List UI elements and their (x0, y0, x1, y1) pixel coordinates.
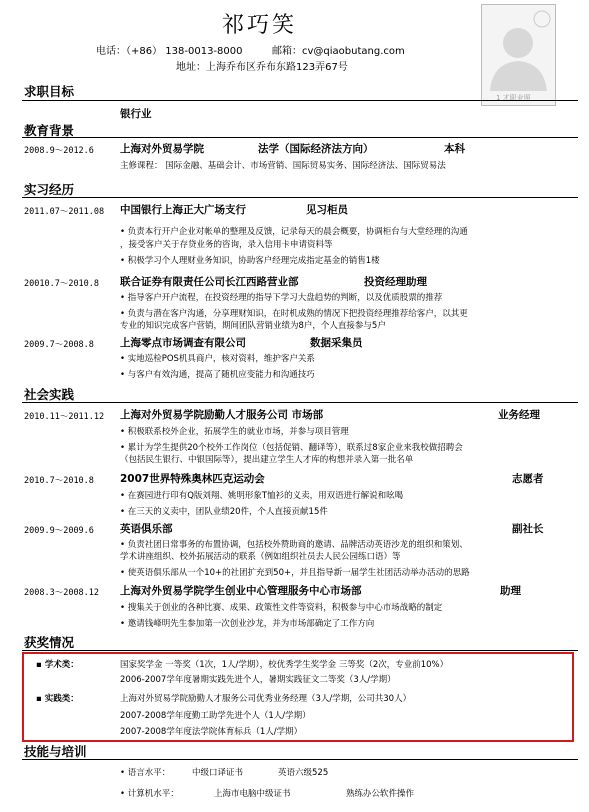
section-title-awards: 获奖情况 (24, 635, 75, 650)
social-date: 2008.3～2008.12 (24, 588, 100, 598)
skill-value: 中级口译证书 (192, 768, 244, 778)
skill-value: 上海市电脑中级证书 (214, 789, 291, 799)
profile-photo (481, 4, 556, 106)
bullet-item: • 负责社团日常事务的布置协调，包括校外赞助商的邀请、品牌活动英语沙龙的组织和策划、 (120, 540, 468, 550)
email-text: 邮箱：cv@qiaobutang.com (272, 46, 405, 57)
divider (22, 402, 578, 403)
bullet-item: • 负责本行开户企业对帐单的整理及反馈，记录每天的晨会概要，协调柜台与大堂经理的沟通 (120, 227, 468, 237)
internship-date: 2009.7～2008.8 (24, 340, 94, 350)
bullet-item: ，接受客户关于存贷业务的咨询，录入信用卡申请资料等 (120, 240, 333, 250)
internship-date: 20010.7～2010.8 (24, 279, 100, 289)
social-date: 2010.11～2011.12 (24, 412, 105, 422)
education-date: 2008.9～2012.6 (24, 146, 94, 156)
bullet-item: • 使英语俱乐部从一个10+的社团扩充到50+，并且指导新一届学生社团活动举办活动的思路 (120, 568, 470, 578)
person-silhouette-icon (482, 5, 555, 105)
award-item: 2007-2008学年度勤工助学先进个人（1人/学期） (120, 711, 311, 721)
education-major: 法学（国际经济法方向） (258, 143, 374, 155)
objective-value: 银行业 (120, 108, 152, 120)
skill-label: • 语言水平： (120, 768, 171, 778)
social-date: 2010.7～2010.8 (24, 476, 94, 486)
bullet-item: • 积极学习个人理财业务知识，协助客户经理完成指定基金的销售1楼 (120, 256, 380, 266)
section-title-objective: 求职目标 (24, 84, 75, 99)
education-degree: 本科 (444, 143, 465, 155)
bullet-item: • 搜集关于创业的各种比赛、成果、政策性文件等资料，积极参与中心市场战略的制定 (120, 603, 443, 613)
education-school: 上海对外贸易学院 (120, 143, 204, 155)
social-date: 2009.9～2009.6 (24, 526, 94, 536)
bullet-item: • 实地巡检POS机具商户，核对资料，维护客户关系 (120, 354, 315, 364)
divider (22, 137, 578, 138)
phone-text: 电话：（+86） 138-0013-8000 (96, 46, 243, 57)
bullet-item: • 负责与潜在客户沟通，分享理财知识，在时机成熟的情况下把投资经理推荐给客户，以其更 (120, 309, 468, 319)
internship-date: 2011.07～2011.08 (24, 207, 105, 217)
award-item: 2007-2008学年度法学院体育标兵（1人/学期） (120, 727, 303, 737)
award-item: 上海对外贸易学院励勤人才服务公司优秀业务经理（3人/学期，公司共30人） (120, 694, 412, 704)
bullet-item: • 与客户有效沟通，提高了随机应变能力和沟通技巧 (120, 370, 315, 380)
bullet-item: • 在三天的义卖中，团队业绩20件，个人直接贡献15件 (120, 507, 328, 517)
bullet-item: • 累计为学生提供20个校外工作岗位（包括促销、翻译等），联系过8家企业来我校做招聘会 (120, 443, 463, 453)
candidate-name: 祁巧笑 (222, 13, 298, 38)
social-role: 业务经理 (498, 409, 540, 421)
internship-org: 联合证券有限责任公司长江西路营业部 (120, 276, 299, 288)
bullet-item: 学术讲座组织、校外拓展活动的联系（例如组织社员去人民公园练口语）等 (120, 552, 401, 562)
internship-role: 见习柜员 (306, 204, 348, 216)
internship-role: 数据采集员 (310, 337, 363, 349)
internship-org: 上海零点市场调查有限公司 (120, 337, 246, 349)
bullet-item: • 在赛园进行印有Q版刘翔、姚明形象T恤衫的义卖，用双语进行解说和吆喝 (120, 491, 404, 501)
divider (22, 100, 578, 101)
social-org: 2007世界特殊奥林匹克运动会 (120, 473, 265, 485)
section-title-skills: 技能与培训 (24, 744, 87, 759)
bullet-item: • 指导客户开户流程，在投资经理的指导下学习大盘趋势的判断，以及优质股票的推荐 (120, 293, 443, 303)
divider (22, 759, 578, 760)
photo-caption: 1 才职业照 (496, 94, 531, 102)
divider (22, 650, 578, 651)
social-org: 上海对外贸易学院励勤人才服务公司 市场部 (120, 409, 324, 421)
skill-value: 熟练办公软件操作 (346, 789, 415, 799)
social-org: 英语俱乐部 (120, 523, 173, 535)
social-role: 志愿者 (512, 473, 544, 485)
section-title-internship: 实习经历 (24, 182, 75, 197)
social-role: 助理 (500, 585, 521, 597)
internship-org: 中国银行上海正大广场支行 (120, 204, 246, 216)
section-title-social: 社会实践 (24, 387, 75, 402)
education-courses: 主修课程： 国际金融、基础会计、市场营销、国际贸易实务、国际经济法、国际贸易法 (120, 161, 446, 171)
award-item: 国家奖学金 一等奖（1次，1人/学期），校优秀学生奖学金 三等奖（2次，专业前10%） (120, 660, 449, 670)
bullet-item: 专业的知识完成客户营销，期间团队营销业绩为8户，个人直接参与5户 (120, 321, 386, 331)
social-role: 副社长 (512, 523, 544, 535)
award-item: 2006-2007学年度暑期实践先进个人，暑期实践征文二等奖（3人/学期） (120, 675, 396, 685)
award-category-academic: ▪ 学术类： (36, 660, 79, 670)
award-category-practice: ▪ 实践类： (36, 694, 79, 704)
skill-label: • 计算机水平： (120, 789, 179, 799)
skill-value: 英语六级525 (278, 768, 329, 778)
bullet-item: • 积极联系校外企业，拓展学生的就业市场，并参与项目管理 (120, 427, 349, 437)
internship-role: 投资经理助理 (364, 276, 427, 288)
bullet-item: （包括民生银行、中银国际等），提出建立学生人才库的构想并录入第一批名单 (120, 455, 414, 465)
address-text: 地址：上海乔布区乔布东路123弄67号 (176, 62, 348, 73)
divider (22, 197, 578, 198)
section-title-education: 教育背景 (24, 123, 75, 138)
bullet-item: • 邀请钱峰明先生参加第一次创业沙龙，并为市场部确定了工作方向 (120, 619, 375, 629)
social-org: 上海对外贸易学院学生创业中心管理服务中心市场部 (120, 585, 362, 597)
